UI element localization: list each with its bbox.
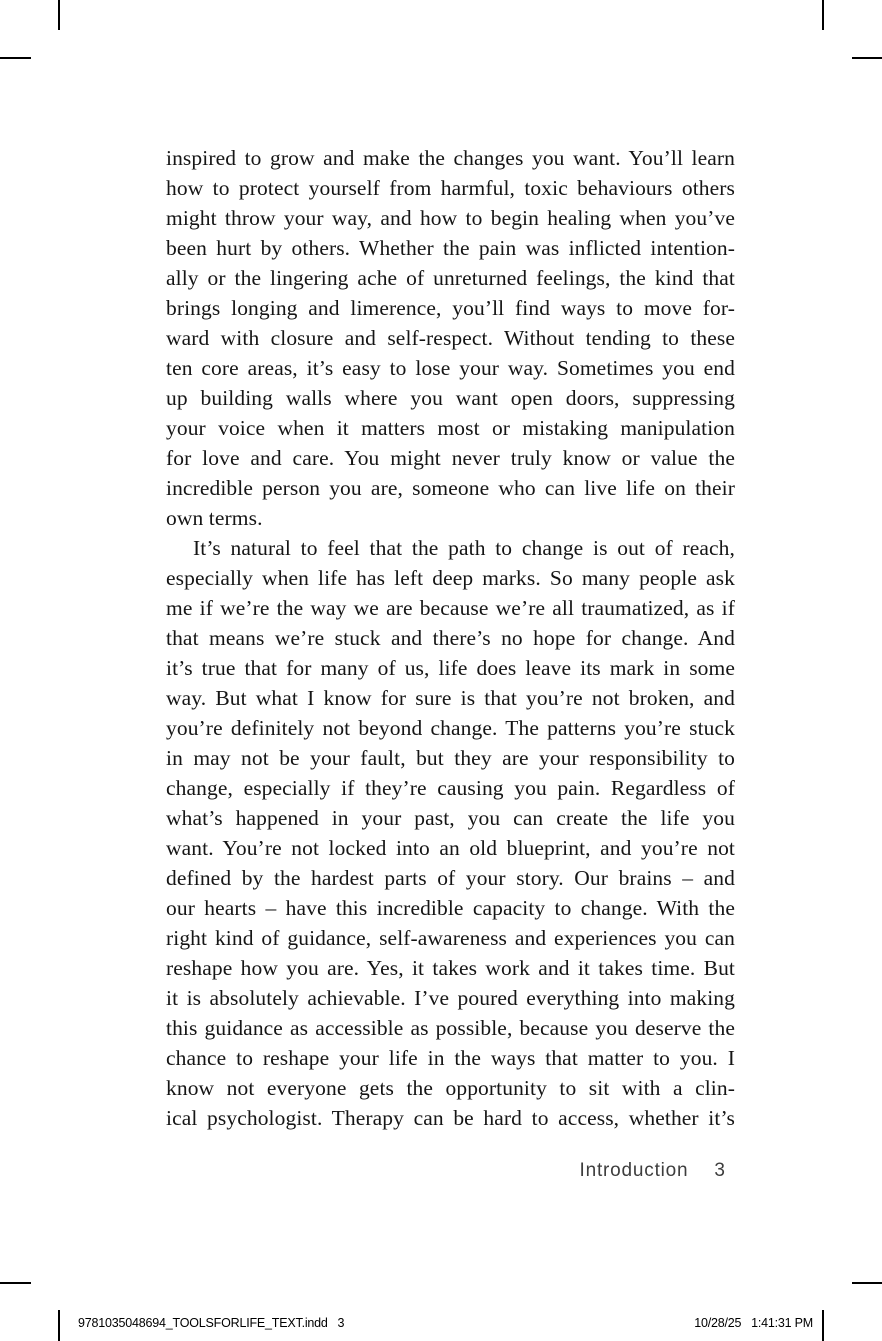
text-line: want. You’re not locked into an old blueprint, and you’re not [166,836,735,860]
crop-mark-bottom-right-horizontal [852,1282,882,1284]
text-line: way. But what I know for sure is that you’re not broken, and [166,686,735,710]
running-footer [580,1160,725,1182]
text-line: been hurt by others. Whether the pain was inflicted intention- [166,236,735,260]
text-line: right kind of guidance, self-awareness and experiences you can [166,926,735,950]
text-line: what’s happened in your past, you can create the life you [166,806,735,830]
text-line: It’s natural to feel that the path to change is out of reach, [193,536,735,560]
crop-mark-top-right-vertical [822,0,824,30]
crop-mark-top-left-vertical [58,0,60,30]
text-line: especially when life has left deep marks. So many people ask [166,566,735,590]
text-line: know not everyone gets the opportunity to sit with a clin- [166,1076,735,1100]
slug-timestamp: 10/28/25 1:41:31 PM [694,1316,813,1330]
text-line: me if we’re the way we are because we’re all traumatized, as if [166,596,735,620]
text-line: ally or the lingering ache of unreturned feelings, the kind that [166,266,735,290]
text-line: own terms. [166,506,263,530]
text-line: change, especially if they’re causing you pain. Regardless of [166,776,735,800]
text-line: this guidance as accessible as possible, because you deserve the [166,1016,735,1040]
slug-filename: 9781035048694_TOOLSFORLIFE_TEXT.indd 3 [78,1316,345,1330]
text-line: it’s true that for many of us, life does leave its mark in some [166,656,735,680]
text-line: incredible person you are, someone who can live life on their [166,476,735,500]
text-line: our hearts – have this incredible capacity to change. With the [166,896,735,920]
page-number: 3 [714,1160,725,1181]
text-line: it is absolutely achievable. I’ve poured everything into making [166,986,735,1010]
text-line: ten core areas, it’s easy to lose your way. Sometimes you end [166,356,735,380]
crop-mark-bottom-right-vertical [822,1310,824,1341]
text-line: your voice when it matters most or mistaking manipulation [166,416,735,440]
text-line: ward with closure and self-respect. Without tending to these [166,326,735,350]
text-line: brings longing and limerence, you’ll find ways to move for- [166,296,735,320]
paragraph [166,143,735,533]
crop-mark-top-left-horizontal [0,57,31,59]
paragraph [166,533,735,1133]
crop-mark-top-right-horizontal [852,57,882,59]
text-line: how to protect yourself from harmful, toxic behaviours others [166,176,735,200]
text-line: chance to reshape your life in the ways that matter to you. I [166,1046,735,1070]
text-line: you’re definitely not beyond change. The patterns you’re stuck [166,716,735,740]
text-line: inspired to grow and make the changes you want. You’ll learn [166,146,735,170]
text-line: might throw your way, and how to begin healing when you’ve [166,206,735,230]
text-line: in may not be your fault, but they are your responsibility to [166,746,735,770]
text-line: for love and care. You might never truly know or value the [166,446,735,470]
text-line: that means we’re stuck and there’s no hope for change. And [166,626,735,650]
text-line: defined by the hardest parts of your story. Our brains – and [166,866,735,890]
text-line: ical psychologist. Therapy can be hard to access, whether it’s [166,1106,735,1130]
text-line: up building walls where you want open doors, suppressing [166,386,735,410]
crop-mark-bottom-left-horizontal [0,1282,31,1284]
body-text [166,143,735,1133]
text-line: reshape how you are. Yes, it takes work and it takes time. But [166,956,735,980]
running-footer-section: Introduction [579,1160,689,1181]
crop-mark-bottom-left-vertical [58,1310,60,1341]
